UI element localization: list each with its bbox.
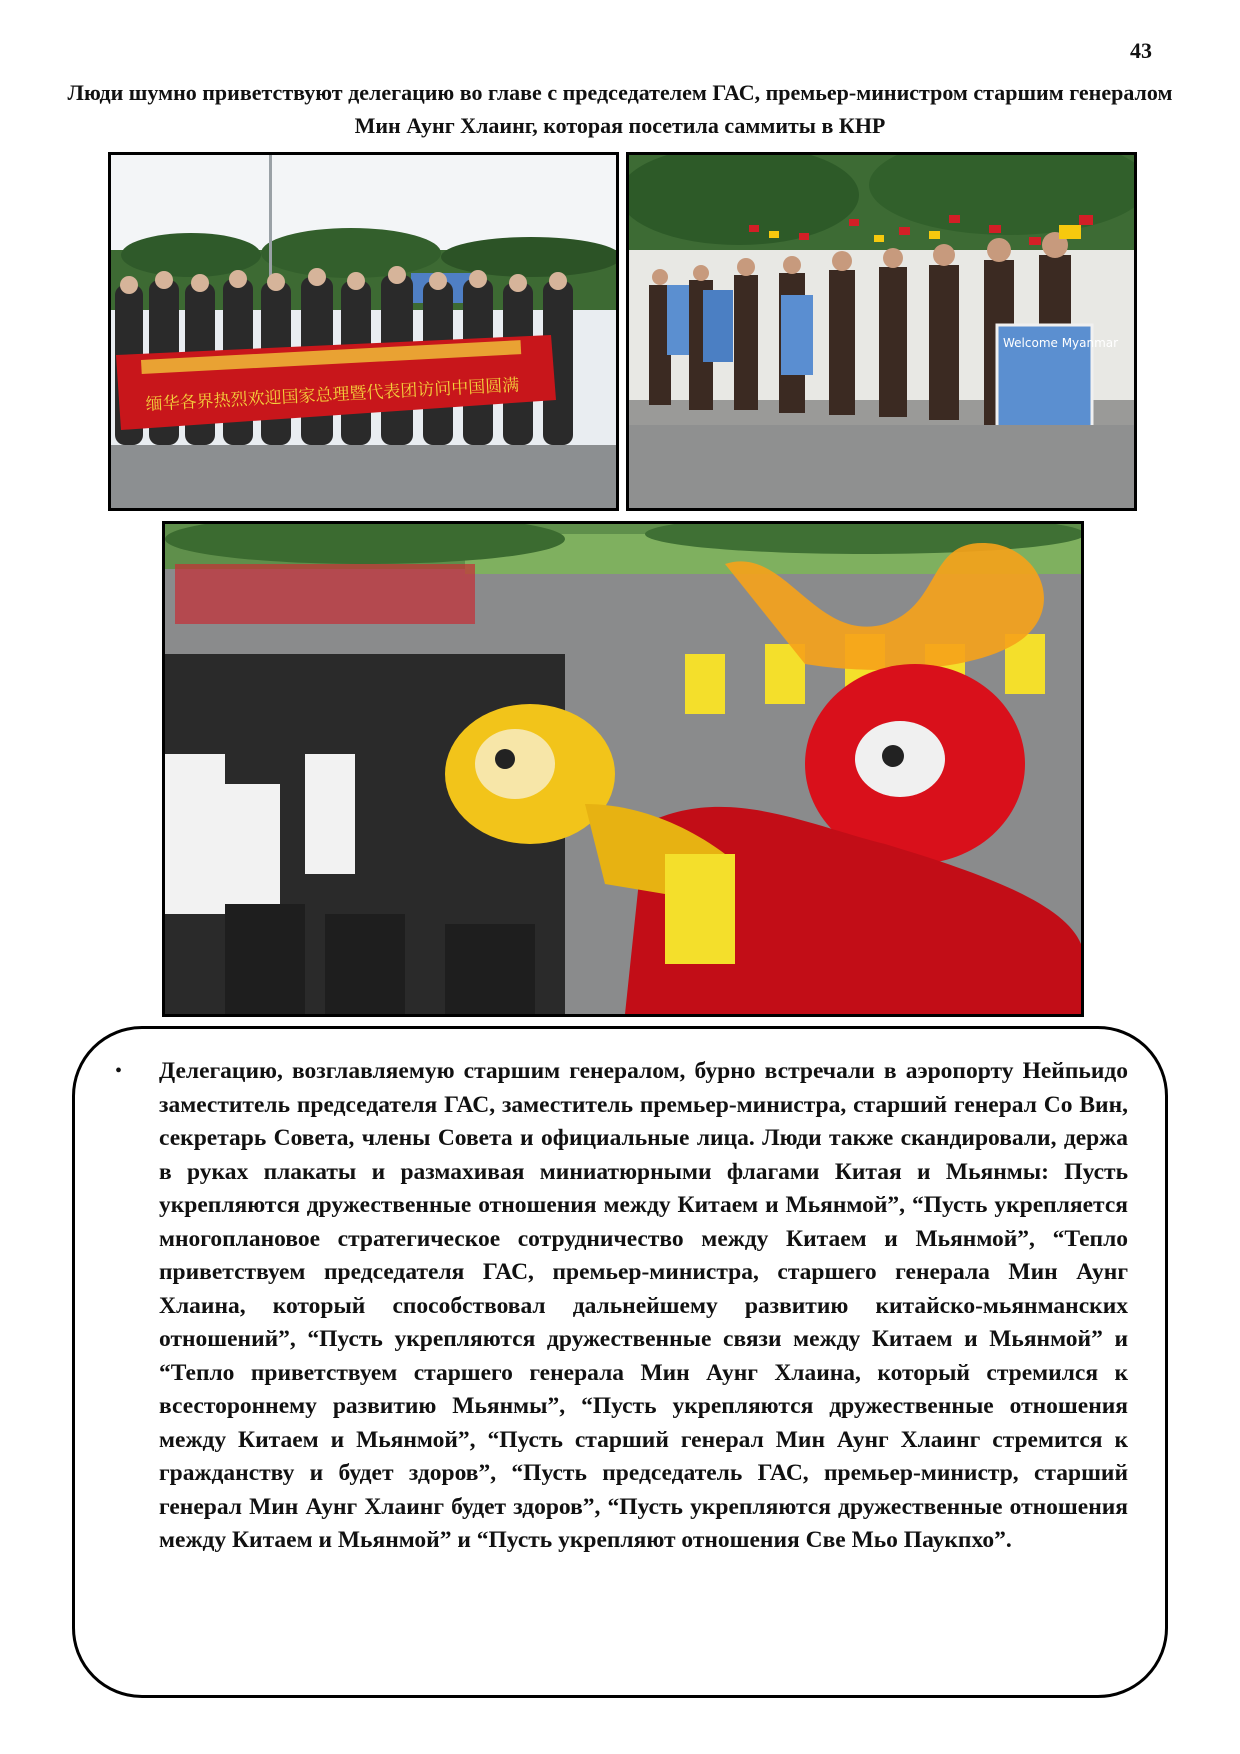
body-paragraph: Делегацию, возглавляемую старшим генералом, бурно встречали в аэропорту Нейпьидо заместитель председателя ГАС, заместитель премьер-министра, старший генерал Со Вин, секретарь Совета, члены Совета и официальные лица. Люди также скандировали, держа в руках плакаты и размахивая миниатюрными флагами Китая и Мьянмы: Пусть укрепляются дружественные отношения между Китаем и Мьянмой”, “Пусть укрепляется многоплановое стратегическое сотрудничество между Китаем и Мьянмой”, “Тепло приветствуем председателя ГАС, премьер-министра, старшего генерала Мин Аунг Хлаина, который способствовал дальнейшему развитию китайско-мьянманских отношений”, “Пусть укрепляются дружественные связи между Китаем и Мьянмой” и “Тепло приветствуем старшего генерала Мин Аунг Хлаина, который стремился к всестороннему развитию Мьянмы”, “Пусть укрепляются дружественные отношения между Китаем и Мьянмой”, “Пусть старший генерал Мин Аунг Хлаинг стремится к гражданству и будет здоров”, “Пусть председатель ГАС, премьер-министр, старший генерал Мин Аунг Хлаинг будет здоров”, “Пусть укрепляются дружественные отношения между Китаем и Мьянмой” и “Пусть укрепляют отношения Све Мьо Паукпхо”. — [159, 1058, 1128, 1553]
photo-lion-dragon-dance — [162, 521, 1084, 1017]
page-caption: Люди шумно приветствуют делегацию во главе с председателем ГАС, премьер-министром старшим генералом Мин Аунг Хлаинг, которая посетила саммиты в КНР — [67, 80, 1173, 138]
bullet-symbol: • — [115, 1060, 123, 1082]
banner-chinese-text: 缅华各界热烈欢迎国家总理暨代表团访问中国圆满 — [145, 375, 520, 415]
photo-flag-waving-crowd — [626, 152, 1137, 511]
list-item — [103, 1055, 1128, 1558]
photo-welcome-banner-group — [108, 152, 619, 511]
page-number: 43 — [1130, 38, 1152, 63]
text-box — [72, 1026, 1168, 1698]
bullet-list — [103, 1055, 1128, 1558]
welcome-sign-text: Welcome Myanmar — [1003, 336, 1119, 350]
